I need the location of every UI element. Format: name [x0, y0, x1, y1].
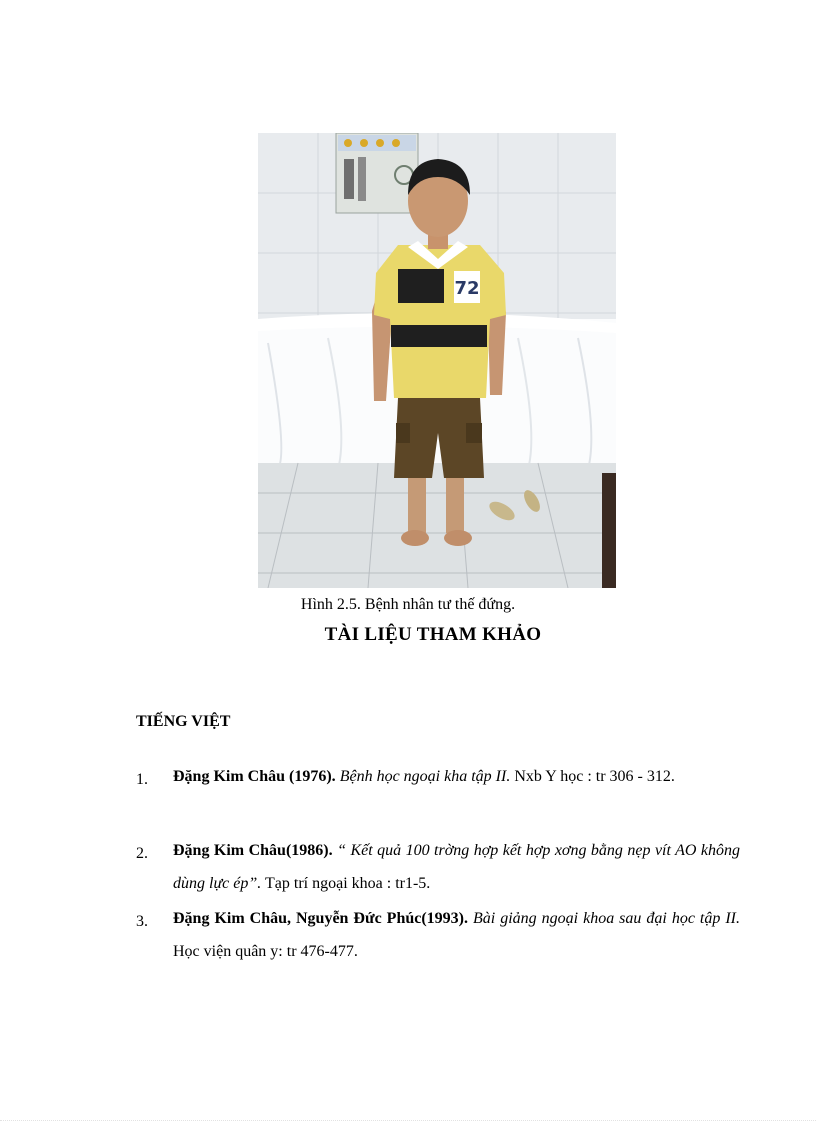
reference-source: Nxb Y học : tr 306 - 312. [514, 768, 675, 785]
patient-standing-photo [258, 133, 616, 588]
shirt-number: 72 [454, 278, 480, 299]
reference-authors: Đặng Kim Châu(1986). [173, 842, 333, 859]
reference-title: Bài giảng ngoại khoa sau đại học tập II. [473, 910, 741, 927]
reference-authors: Đặng Kim Châu (1976). [173, 768, 336, 785]
references-title: TÀI LIỆU THAM KHẢO [324, 624, 542, 645]
references-subsection-heading: TIẾNG VIỆT [136, 713, 231, 730]
reference-source: Tạp trí ngoại khoa : tr1-5. [265, 875, 431, 892]
reference-item-1 [136, 760, 740, 793]
wall-poster [336, 133, 418, 213]
reference-number: 2. [136, 845, 148, 862]
reference-item-2 [136, 834, 740, 900]
page-bottom-rule [0, 1120, 816, 1121]
reference-authors: Đặng Kim Châu, Nguyễn Đức Phúc(1993). [173, 910, 469, 927]
reference-item-3 [136, 902, 740, 968]
reference-number: 3. [136, 913, 148, 930]
reference-source: Học viện quân y: tr 476-477. [173, 943, 358, 960]
reference-number: 1. [136, 771, 148, 788]
figure-caption: Hình 2.5. Bệnh nhân tư thế đứng. [300, 596, 516, 613]
reference-title: “ Kết quả 100 trờng hợp kết hợp xơng bằng nẹp vít AO không dùng lực ép”. [173, 842, 740, 892]
reference-title: Bệnh học ngoại kha tập II. [339, 768, 511, 785]
